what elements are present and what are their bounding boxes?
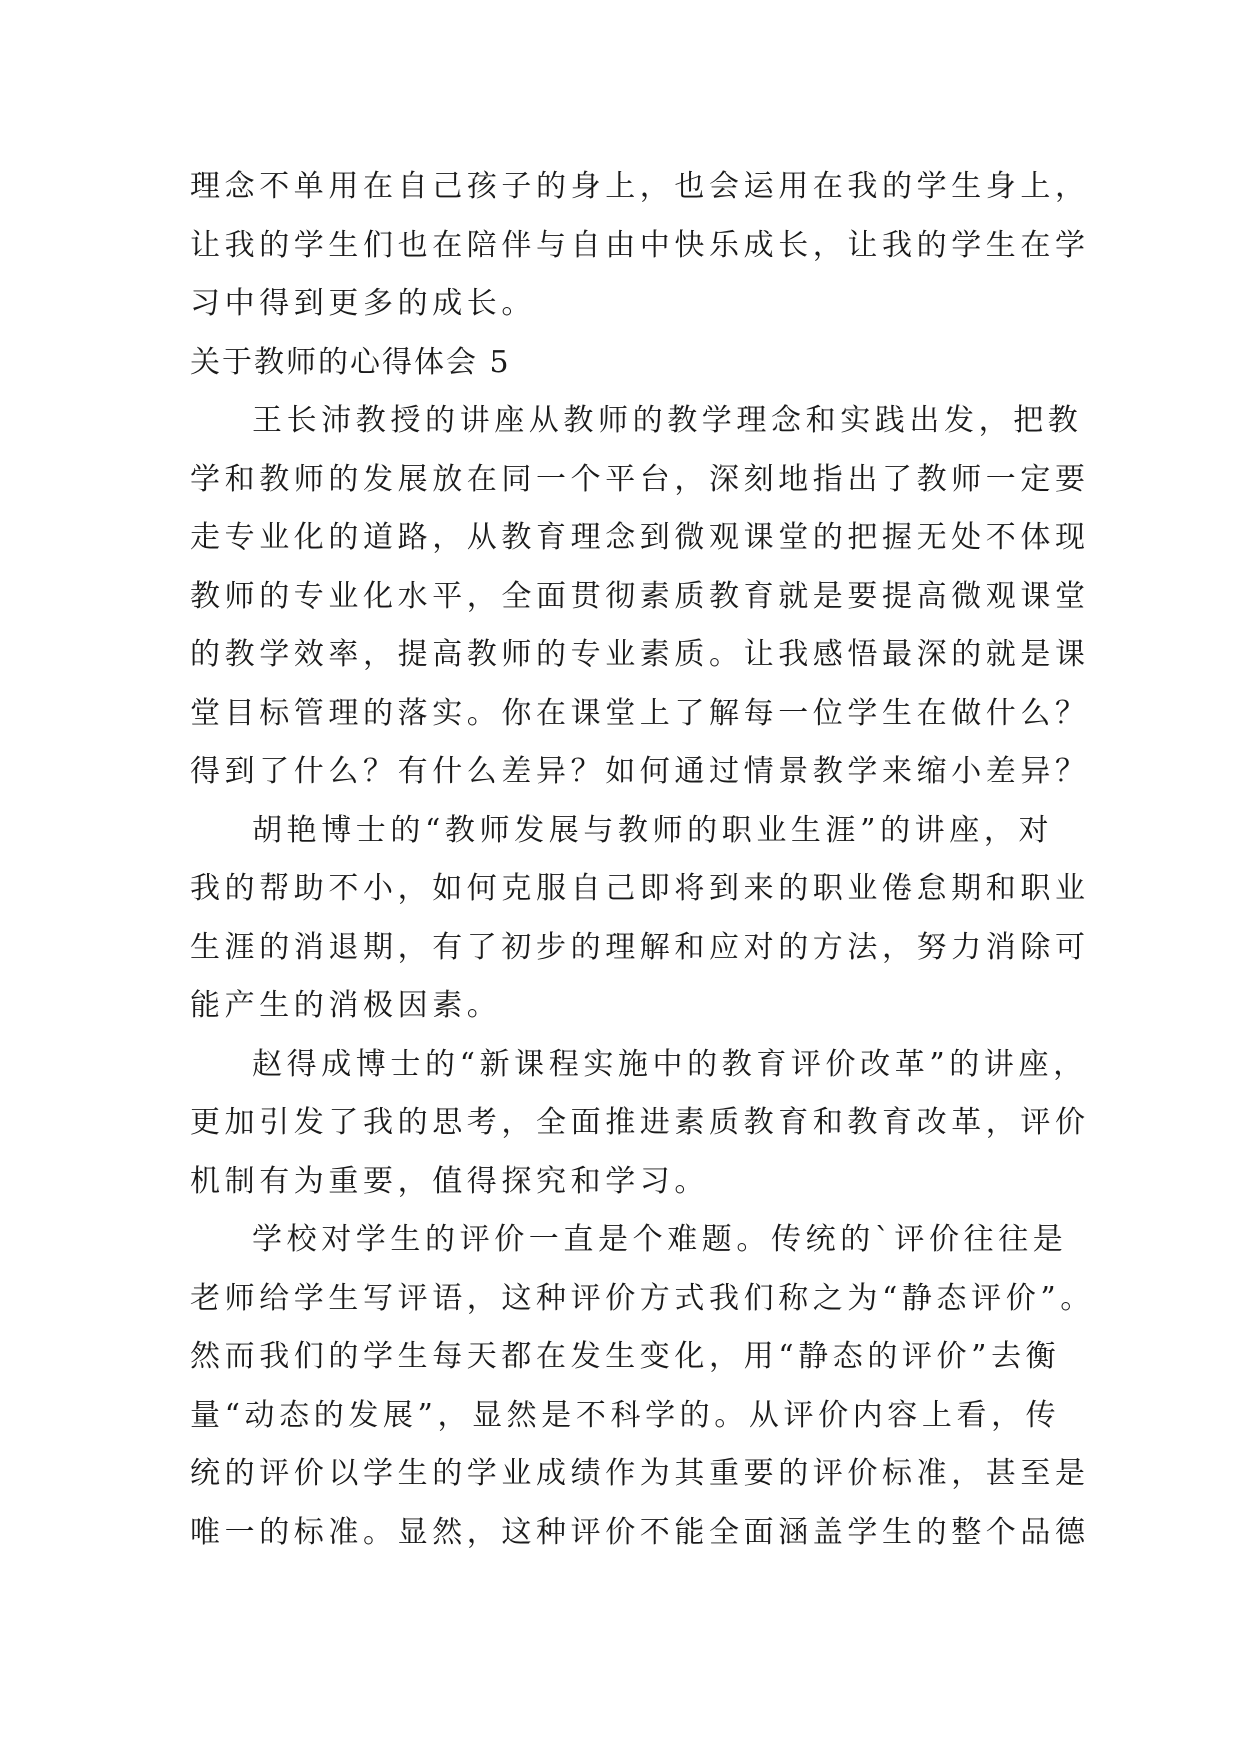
text-line: 学和教师的发展放在同一个平台，深刻地指出了教师一定要 <box>190 461 1090 497</box>
text-line: 的教学效率，提高教师的专业素质。让我感悟最深的就是课 <box>190 637 1090 672</box>
paragraph-wang <box>190 392 1090 802</box>
text-line: 老师给学生写评语，这种评价方式我们称之为“静态评价”。 <box>190 1280 1095 1316</box>
text-line: 胡艳博士的“教师发展与教师的职业生涯”的讲座，对 <box>252 812 1054 848</box>
text-line: 理念不单用在自己孩子的身上，也会运用在我的学生身上， <box>190 169 1090 204</box>
text-line: 王长沛教授的讲座从教师的教学理念和实践出发，把教 <box>252 403 1083 438</box>
paragraph-zhao <box>190 1036 1090 1212</box>
text-line: 赵得成博士的“新课程实施中的教育评价改革”的讲座， <box>252 1046 1088 1082</box>
text-line: 堂目标管理的落实。你在课堂上了解每一位学生在做什么？ <box>190 695 1090 731</box>
text-line: 统的评价以学生的学业成绩作为其重要的评价标准，甚至是 <box>190 1456 1090 1491</box>
text-line: 更加引发了我的思考，全面推进素质教育和教育改革，评价 <box>190 1105 1090 1140</box>
text-line: 唯一的标准。显然，这种评价不能全面涵盖学生的整个品德 <box>190 1514 1090 1550</box>
paragraph-continuation <box>190 158 1090 334</box>
text-line: 生涯的消退期，有了初步的理解和应对的方法，努力消除可 <box>190 929 1090 965</box>
text-line: 能产生的消极因素。 <box>190 988 502 1023</box>
text-line: 走专业化的道路，从教育理念到微观课堂的把握无处不体现 <box>190 520 1090 555</box>
heading-text: 关于教师的心得体会 5 <box>190 344 511 380</box>
paragraph-hu <box>190 802 1090 1036</box>
text-line: 学校对学生的评价一直是个难题。传统的`评价往往是 <box>252 1222 1068 1257</box>
text-line: 教师的专业化水平，全面贯彻素质教育就是要提高微观课堂 <box>190 578 1090 614</box>
text-line: 习中得到更多的成长。 <box>190 286 536 321</box>
text-line: 我的帮助不小，如何克服自己即将到来的职业倦怠期和职业 <box>190 871 1090 906</box>
text-line: 得到了什么？有什么差异？如何通过情景教学来缩小差异？ <box>190 754 1090 789</box>
text-line: 让我的学生们也在陪伴与自由中快乐成长，让我的学生在学 <box>190 227 1090 263</box>
text-line: 量“动态的发展”，显然是不科学的。从评价内容上看，传 <box>190 1397 1061 1433</box>
text-line: 机制有为重要，值得探究和学习。 <box>190 1163 709 1199</box>
section-heading <box>190 334 1060 393</box>
text-line: 然而我们的学生每天都在发生变化，用“静态的评价”去衡 <box>190 1339 1061 1374</box>
document-body <box>190 158 1095 1562</box>
paragraph-evaluation <box>190 1211 1095 1562</box>
